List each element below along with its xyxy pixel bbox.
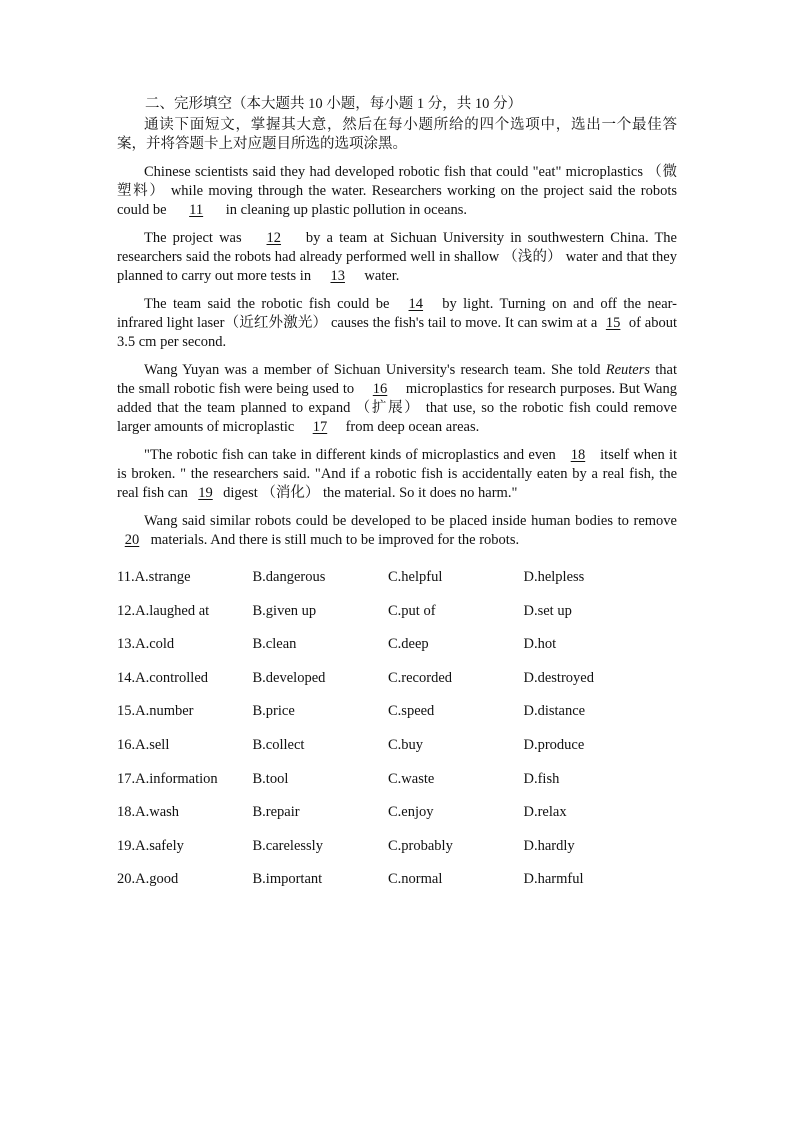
- option-c: C.buy: [388, 736, 424, 753]
- passage-paragraph-5: [117, 446, 677, 503]
- blank-19: 19: [198, 485, 213, 501]
- instructions: 通读下面短文，掌握其大意，然后在每小题所给的四个选项中，选出一个最佳答案，并将答题卡上对应题目所选的选项涂黑。: [117, 117, 677, 152]
- blank-15: 15: [605, 315, 621, 331]
- option-c: C.waste: [388, 770, 435, 787]
- italic-source: Reuters: [605, 362, 651, 378]
- option-a: 13.A.cold: [117, 636, 175, 653]
- passage-text: itself when it is broken. " the researchers said. "And if a robotic fish is accidentally eaten by a real fish, the real fish can: [117, 447, 677, 501]
- question-row: [117, 837, 677, 871]
- option-d: D.hot: [523, 636, 557, 653]
- option-d: D.fish: [523, 770, 560, 787]
- passage-text: digest （消化） the material. So it does no harm.": [219, 485, 518, 501]
- passage-paragraph-4: [117, 361, 677, 437]
- question-row: [117, 635, 677, 669]
- blank-17: 17: [312, 419, 328, 435]
- passage-paragraph-6: [117, 512, 677, 550]
- option-a: 17.A.information: [117, 770, 218, 787]
- passage-text: water.: [360, 268, 400, 284]
- option-c: C.speed: [388, 703, 435, 720]
- option-a: 19.A.safely: [117, 837, 184, 854]
- option-b: B.tool: [252, 770, 289, 787]
- option-a: 20.A.good: [117, 871, 179, 888]
- passage-text: that the small robotic fish were being used to: [117, 362, 677, 397]
- passage-text: The project was: [144, 230, 248, 246]
- blank-16: 16: [372, 381, 388, 397]
- option-c: C.probably: [388, 837, 453, 854]
- passage-text: in cleaning up plastic pollution in oceans.: [222, 202, 467, 218]
- option-a: 14.A.controlled: [117, 669, 209, 686]
- blank-18: 18: [570, 447, 586, 463]
- option-a: 11.A.strange: [117, 569, 191, 585]
- passage-text: Wang said similar robots could be developed to be placed inside human bodies to remove: [144, 513, 677, 529]
- option-b: B.repair: [252, 804, 300, 821]
- option-b: B.dangerous: [252, 569, 326, 585]
- question-row: [117, 803, 677, 837]
- option-b: B.carelessly: [252, 837, 323, 854]
- option-d: D.helpless: [523, 569, 585, 585]
- option-c: C.recorded: [388, 669, 453, 686]
- passage-text: "The robotic fish can take in different kinds of microplastics and even: [144, 447, 560, 463]
- option-c: C.deep: [388, 636, 429, 653]
- passage-text: The team said the robotic fish could be: [144, 296, 396, 312]
- section-title: 二、完形填空（本大题共 10 小题，每小题 1 分，共 10 分）: [145, 96, 522, 112]
- passage-text: Wang Yuyan was a member of Sichuan University's research team. She told: [144, 362, 606, 378]
- option-d: D.relax: [523, 804, 567, 821]
- question-row: [117, 702, 677, 736]
- option-b: B.developed: [252, 669, 326, 686]
- option-b: B.collect: [252, 736, 305, 753]
- option-c: C.normal: [388, 871, 443, 888]
- passage-text: of about 3.5 cm per second.: [117, 315, 677, 350]
- option-a: 16.A.sell: [117, 736, 170, 753]
- option-d: D.harmful: [523, 871, 584, 888]
- option-b: B.clean: [252, 636, 297, 653]
- question-row: [117, 669, 677, 703]
- option-b: B.given up: [252, 602, 317, 619]
- document-page: [117, 92, 677, 904]
- option-d: D.hardly: [523, 837, 575, 854]
- blank-20: 20: [124, 532, 140, 548]
- passage-text: microplastics for research purposes. But Wang added that the team planned to expand （扩展） that use, so the robotic fish could remove larger amounts of microplastic: [117, 381, 677, 435]
- option-b: B.price: [252, 703, 295, 720]
- question-row: [117, 602, 677, 636]
- passage-text: materials. And there is still much to be improved for the robots.: [147, 532, 520, 548]
- blank-14: 14: [408, 296, 424, 312]
- passage-text: by a team at Sichuan University in southwestern China. The researchers said the robots had already performed well in shallow （浅的） water and that they planned to carry out more tests in: [117, 230, 677, 284]
- option-b: B.important: [252, 871, 323, 888]
- question-row: [117, 568, 677, 602]
- question-row: [117, 870, 677, 904]
- option-d: D.set up: [523, 602, 572, 619]
- blank-13: 13: [330, 268, 345, 284]
- passage-text: by light. Turning on and off the near-infrared light laser（近红外激光） causes the fish's tail to move. It can swim at a: [117, 296, 678, 331]
- option-a: 15.A.number: [117, 703, 194, 720]
- option-a: 18.A.wash: [117, 804, 180, 821]
- passage-text: from deep ocean areas.: [341, 419, 480, 435]
- option-d: D.distance: [523, 703, 586, 720]
- passage-paragraph-3: [117, 295, 677, 352]
- option-c: C.helpful: [388, 569, 443, 585]
- option-c: C.put of: [388, 602, 436, 619]
- blank-12: 12: [266, 230, 282, 246]
- question-row: [117, 736, 677, 770]
- passage-paragraph-1: [117, 163, 677, 220]
- option-c: C.enjoy: [388, 804, 434, 821]
- passage-text: Chinese scientists said they had developed robotic fish that could "eat" microplastics （微塑料） while moving through the water. Researchers working on the project said the robots could be: [117, 164, 677, 218]
- option-d: D.produce: [523, 736, 585, 753]
- question-row: [117, 770, 677, 804]
- option-d: D.destroyed: [523, 669, 594, 686]
- answer-options: [117, 568, 677, 904]
- passage-paragraph-2: [117, 229, 677, 286]
- blank-11: 11: [189, 202, 204, 218]
- option-a: 12.A.laughed at: [117, 602, 210, 619]
